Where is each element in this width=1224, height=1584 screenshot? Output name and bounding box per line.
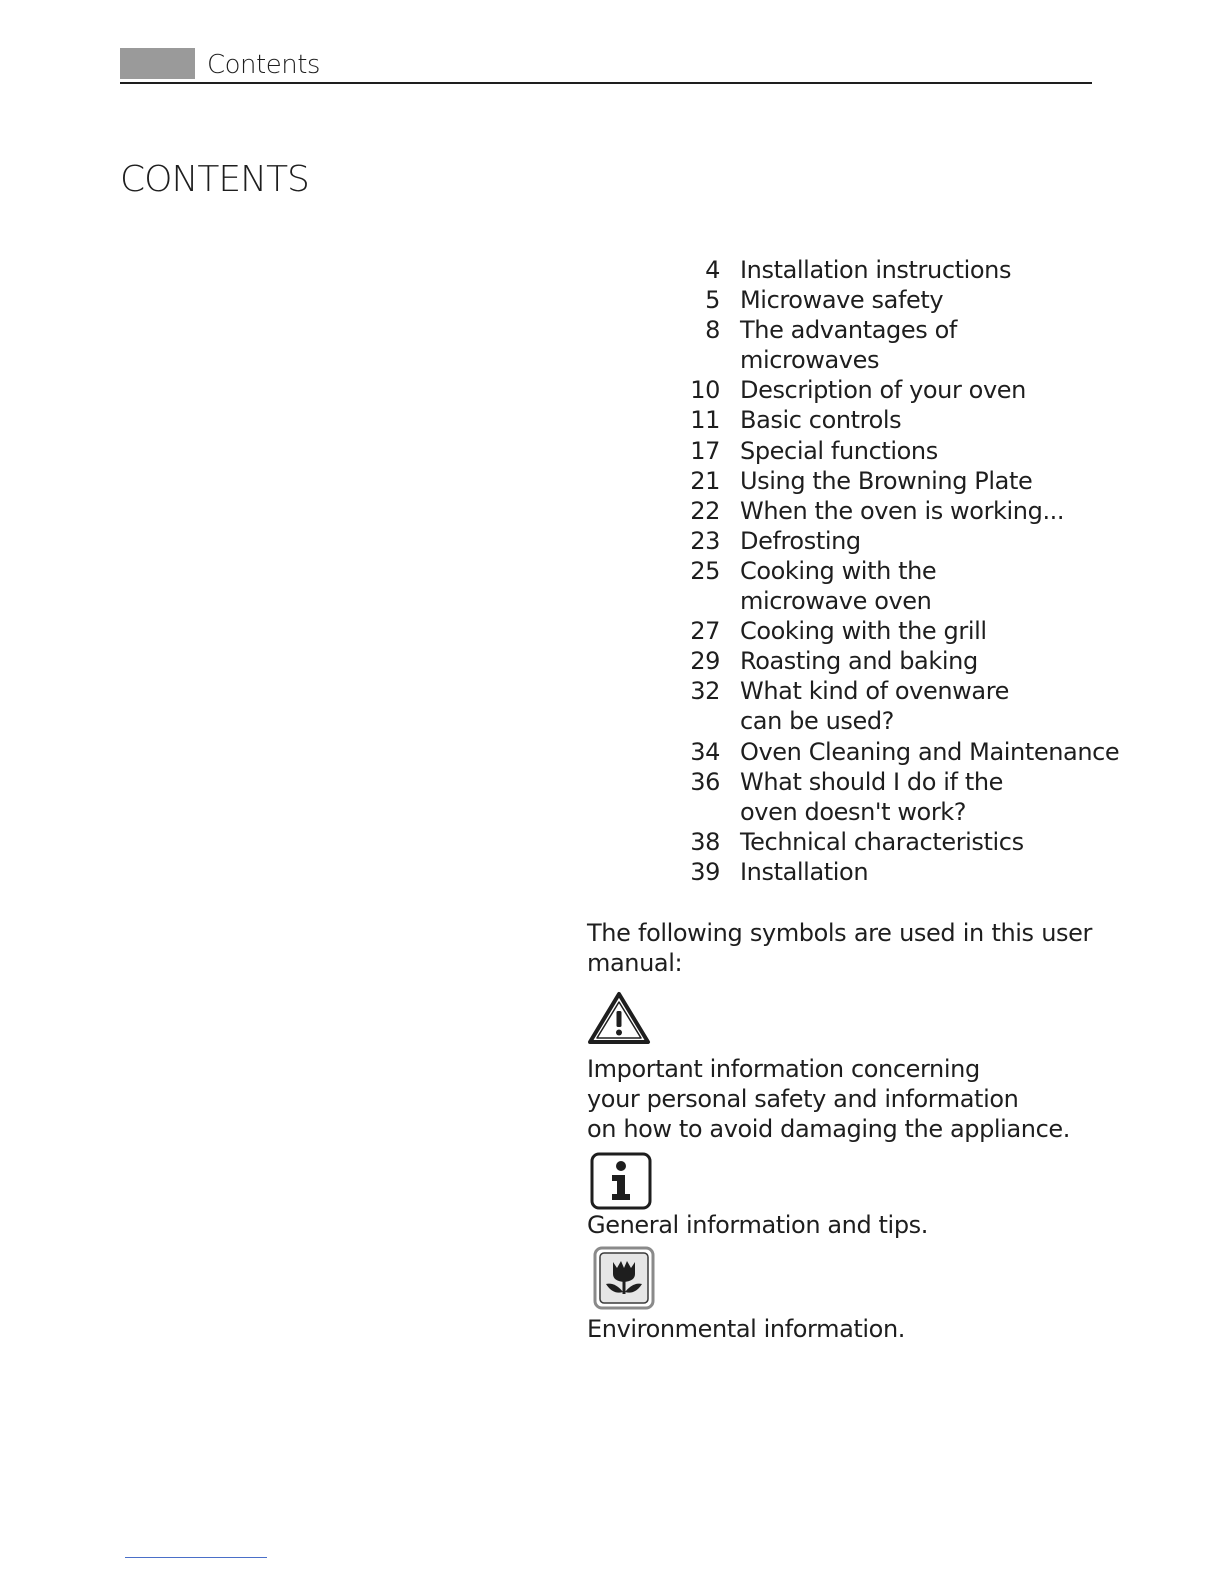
toc-page-number: 22: [690, 496, 720, 525]
warning-triangle-icon: [587, 990, 651, 1046]
toc-entry-label: Basic controls: [740, 406, 902, 435]
toc-entry[interactable]: [660, 676, 1092, 736]
safety-text-line: on how to avoid damaging the appliance.: [587, 1115, 1070, 1143]
toc-entry[interactable]: [660, 466, 1092, 496]
toc-entry[interactable]: [660, 616, 1092, 646]
toc-entry-label: Using the Browning Plate: [740, 466, 1033, 495]
toc-entry-label: Microwave safety: [740, 286, 944, 315]
toc-entry[interactable]: [660, 737, 1120, 767]
header-section-marker: [120, 48, 195, 79]
toc-page-number: 29: [690, 647, 720, 676]
header-divider: [120, 82, 1092, 84]
symbols-legend: [587, 918, 1092, 1344]
safety-text-line: your personal safety and information: [587, 1085, 1019, 1113]
environment-flower-icon: [593, 1246, 655, 1310]
toc-page-number: 11: [690, 406, 720, 435]
page-title: CONTENTS: [120, 159, 309, 200]
toc-page-number: 8: [705, 316, 720, 345]
toc-entry[interactable]: [660, 857, 1092, 887]
toc-entry-label: Defrosting: [740, 526, 861, 555]
info-icon: [590, 1152, 652, 1210]
toc-entry-label: Cooking with the microwave oven: [740, 556, 937, 616]
toc-page-number: 39: [690, 857, 720, 886]
toc-entry-label: Oven Cleaning and Maintenance: [740, 737, 1120, 766]
toc-entry-label: What kind of ovenware can be used?: [740, 677, 1009, 736]
toc-page-number: 17: [690, 436, 720, 465]
toc-entry[interactable]: [660, 556, 1092, 616]
toc-entry-label: Installation: [740, 857, 869, 886]
toc-entry[interactable]: [660, 496, 1092, 526]
toc-entry[interactable]: [660, 436, 1092, 466]
toc-entry[interactable]: [660, 285, 1092, 315]
toc-entry-label: Technical characteristics: [740, 827, 1024, 856]
toc-entry[interactable]: [660, 646, 1092, 676]
toc-page-number: 32: [690, 677, 720, 706]
toc-page-number: 27: [690, 617, 720, 646]
table-of-contents: [660, 255, 1120, 887]
toc-page-number: 21: [690, 466, 720, 495]
header-section-label: Contents: [207, 50, 320, 80]
toc-entry-label: Cooking with the grill: [740, 617, 987, 646]
toc-page-number: 25: [690, 556, 720, 585]
toc-entry-label: Roasting and baking: [740, 647, 978, 676]
info-symbol-description: General information and tips.: [587, 1211, 928, 1239]
toc-entry[interactable]: [660, 767, 1092, 827]
toc-page-number: 4: [705, 256, 720, 284]
toc-entry[interactable]: [660, 405, 1092, 435]
toc-entry-label: What should I do if the oven doesn't work?: [740, 767, 1004, 826]
toc-page-number: 34: [690, 737, 720, 766]
toc-entry[interactable]: [660, 315, 1092, 375]
toc-entry-label: The advantages of microwaves: [740, 316, 957, 375]
toc-page-number: 36: [690, 767, 720, 796]
toc-entry[interactable]: [660, 827, 1092, 857]
toc-entry-label: Installation instructions: [740, 256, 1012, 284]
toc-entry[interactable]: [660, 375, 1092, 405]
toc-page-number: 38: [690, 827, 720, 856]
toc-entry[interactable]: [660, 255, 1092, 285]
toc-entry-label: Description of your oven: [740, 376, 1026, 405]
toc-page-number: 23: [690, 526, 720, 555]
toc-entry[interactable]: [660, 526, 1092, 556]
toc-page-number: 10: [690, 376, 720, 405]
toc-page-number: 5: [705, 286, 720, 315]
symbols-intro: The following symbols are used in this user manual:: [587, 919, 1092, 977]
toc-entry-label: When the oven is working...: [740, 496, 1065, 525]
footer-divider: [125, 1557, 267, 1558]
toc-entry-label: Special functions: [740, 436, 938, 465]
safety-symbol-description: [587, 1054, 1092, 1144]
safety-text-line: Important information concerning: [587, 1055, 980, 1083]
environment-symbol-description: Environmental information.: [587, 1315, 905, 1343]
